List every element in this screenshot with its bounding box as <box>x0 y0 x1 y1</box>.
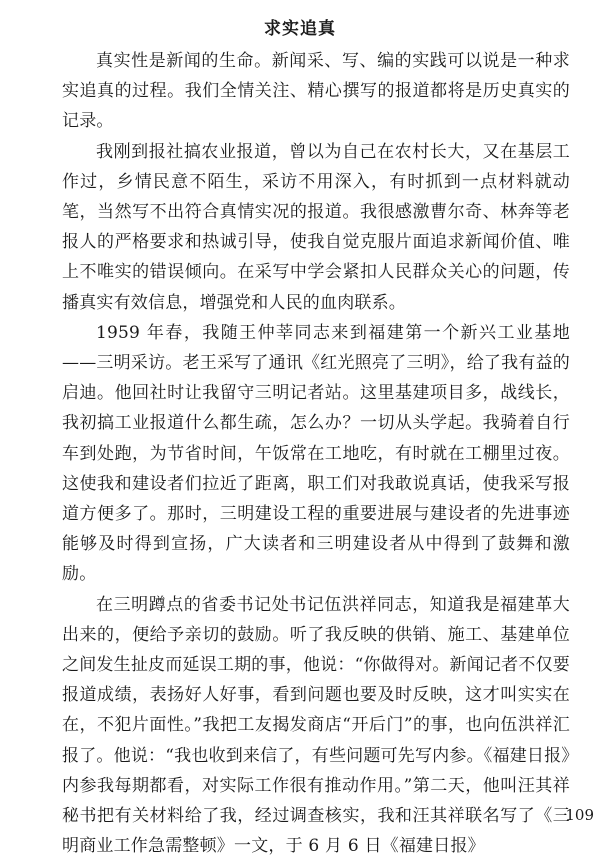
article-body <box>62 46 570 861</box>
paragraph-2: 我刚到报社搞农业报道，曾以为自己在农村长大，又在基层工作过，乡情民意不陌生，采访不用深入，有时抓到一点材料就动笔，当然写不出符合真情实况的报道。我很感激曹尔奇、林奔等老报人的严格要求和热诚引导，使我自觉克服片面追求新闻价值、唯上不唯实的错误倾向。在采写中学会紧扣人民群众关心的问题，传播真实有效信息，增强党和人民的血肉联系。 <box>62 141 570 313</box>
paragraph-3: 1959 年春，我随王仲莘同志来到福建第一个新兴工业基地——三明采访。老王采写了通讯《红光照亮了三明》，给了我有益的启迪。他回社时让我留守三明记者站。这里基建项目多，战线长，我初搞工业报道什么都生疏，怎么办？一切从头学起。我骑着自行车到处跑，为节省时间，午饭常在工地吃，有时就在工棚里过夜。这使我和建设者们拉近了距离，职工们对我敢说真话，使我采写报道方便多了。那时，三明建设工程的重要进展与建设者的先进事迹能够及时得到宣扬，广大读者和三明建设者从中得到了鼓舞和激励。 <box>62 322 570 585</box>
paragraph-4: 在三明蹲点的省委书记处书记伍洪祥同志，知道我是福建革大出来的，便给予亲切的鼓励。听了我反映的供销、施工、基建单位之间发生扯皮而延误工期的事，他说：“你做得对。新闻记者不仅要报道成绩，表扬好人好事，看到问题也要及时反映，这才叫实实在在，不犯片面性。”我把工友揭发商店“开后门”的事，也向伍洪祥汇报了。他说：“我也收到来信了，有些问题可先写内参。《福建日报》内参我每期都看，对实际工作很有推动作用。”第二天，他叫汪其祥秘书把有关材料给了我，经过调查核实，我和汪其祥联名写了《三明商业工作急需整顿》一文，于 6 月 6 日《福建日报》 <box>62 594 570 857</box>
page-number: 109 <box>565 806 594 824</box>
paragraph-1: 真实性是新闻的生命。新闻采、写、编的实践可以说是一种求实追真的过程。我们全情关注、精心撰写的报道都将是历史真实的记录。 <box>62 51 570 132</box>
page-title: 求实追真 <box>264 19 336 39</box>
